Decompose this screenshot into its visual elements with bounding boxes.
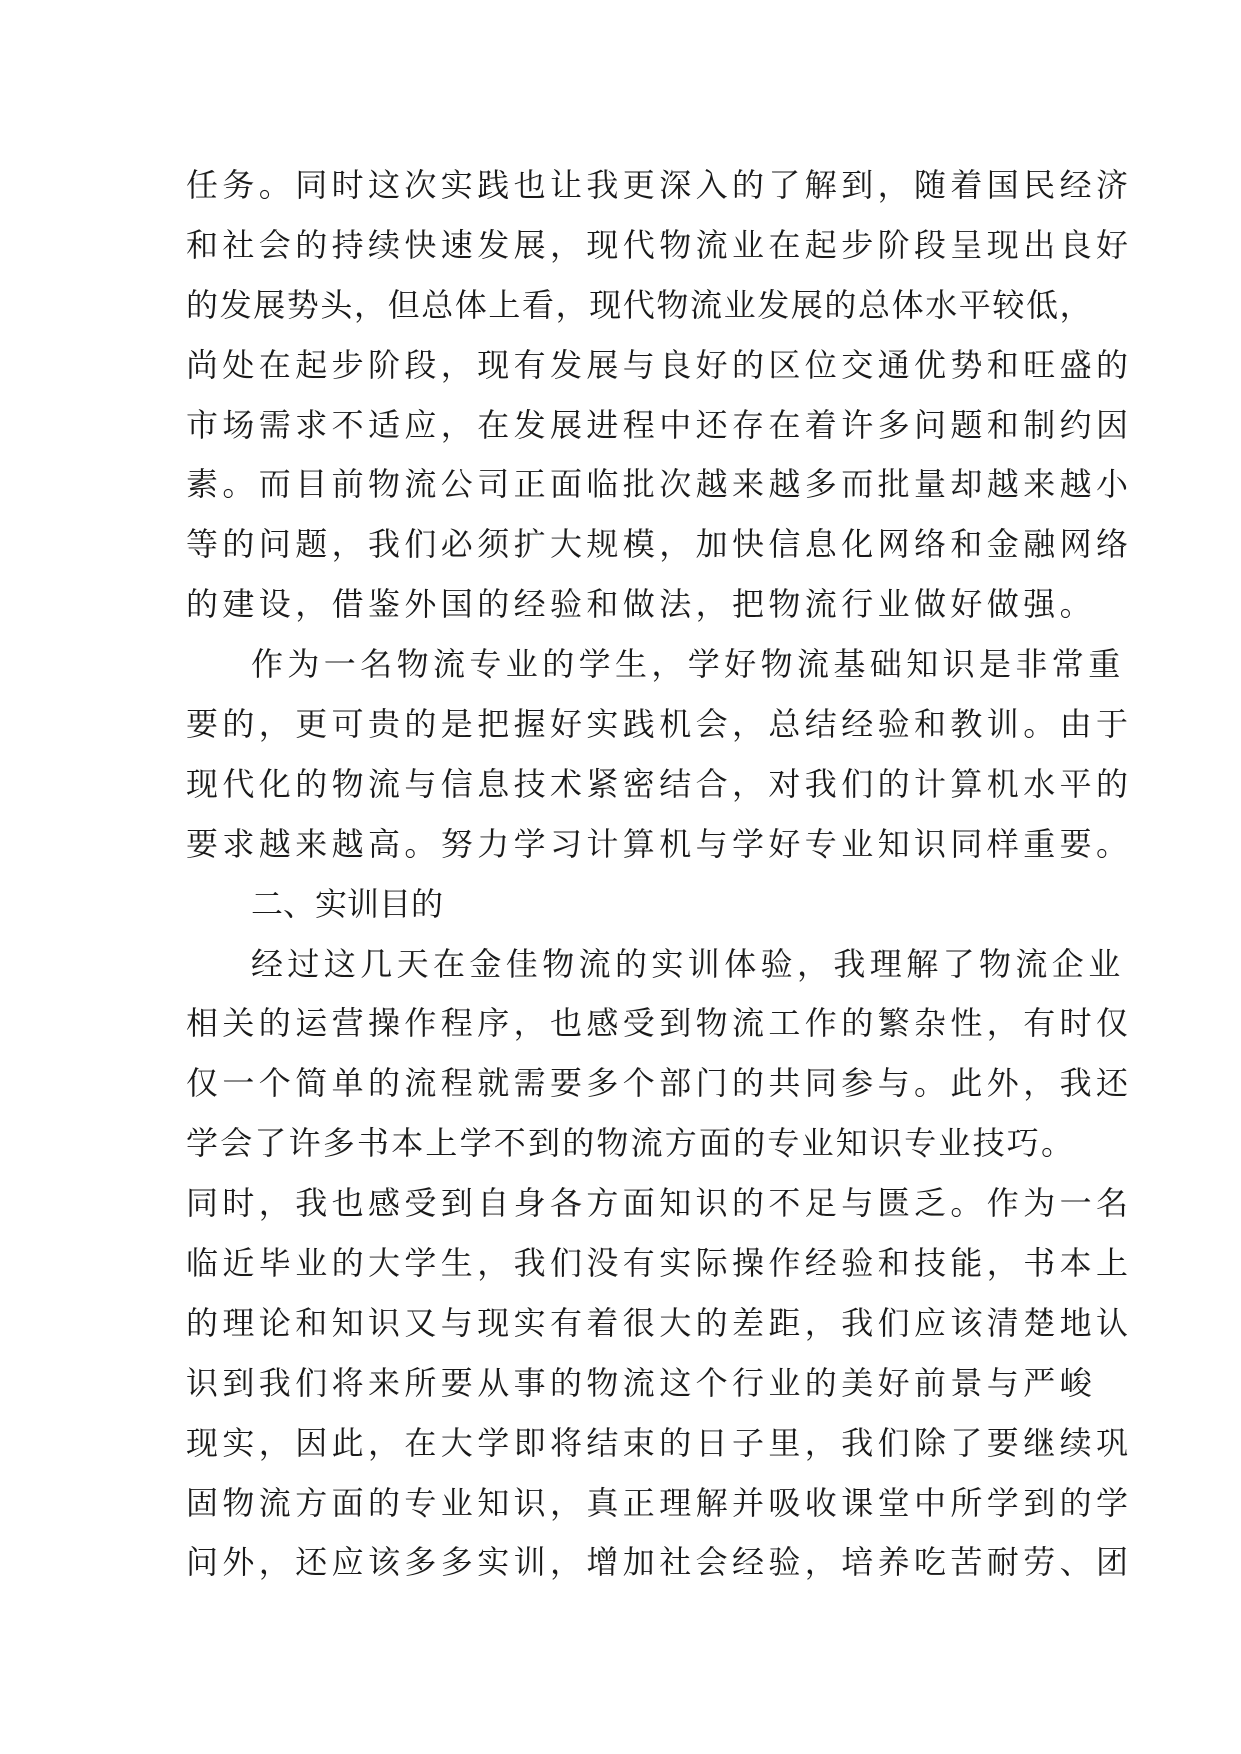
text-line: 的建设，借鉴外国的经验和做法，把物流行业做好做强。	[186, 585, 1097, 624]
text-line: 经过这几天在金佳物流的实训体验，我理解了物流企业	[251, 944, 1125, 983]
text-line: 仅一个简单的流程就需要多个部门的共同参与。此外，我还	[186, 1064, 1133, 1103]
body-text	[186, 156, 1133, 1593]
text-line: 临近毕业的大学生，我们没有实际操作经验和技能，书本上	[186, 1244, 1133, 1283]
text-line: 的发展势头，但总体上看，现代物流业发展的总体水平较低，	[186, 285, 1094, 324]
section-heading: 二、实训目的	[251, 884, 444, 923]
text-line: 尚处在起步阶段，现有发展与良好的区位交通优势和旺盛的	[186, 345, 1133, 384]
text-line: 要求越来越高。努力学习计算机与学好专业知识同样重要。	[186, 824, 1133, 863]
text-line: 市场需求不适应，在发展进程中还存在着许多问题和制约因	[186, 405, 1133, 444]
text-line: 固物流方面的专业知识，真正理解并吸收课堂中所学到的学	[186, 1483, 1133, 1522]
text-line: 任务。同时这次实践也让我更深入的了解到，随着国民经济	[186, 166, 1133, 204]
text-line: 素。而目前物流公司正面临批次越来越多而批量却越来越小	[186, 465, 1133, 504]
text-line: 同时，我也感受到自身各方面知识的不足与匮乏。作为一名	[186, 1184, 1133, 1223]
text-line: 问外，还应该多多实训，增加社会经验，培养吃苦耐劳、团	[186, 1543, 1133, 1582]
text-line: 和社会的持续快速发展，现代物流业在起步阶段呈现出良好	[186, 225, 1133, 264]
text-line: 识到我们将来所要从事的物流这个行业的美好前景与严峻	[186, 1363, 1097, 1402]
text-line: 要的，更可贵的是把握好实践机会，总结经验和教训。由于	[186, 705, 1133, 744]
text-line: 的理论和知识又与现实有着很大的差距，我们应该清楚地认	[186, 1303, 1133, 1342]
text-line: 作为一名物流专业的学生，学好物流基础知识是非常重	[251, 645, 1125, 684]
text-line: 现实，因此，在大学即将结束的日子里，我们除了要继续巩	[186, 1423, 1133, 1462]
text-line: 相关的运营操作程序，也感受到物流工作的繁杂性，有时仅	[186, 1004, 1133, 1043]
text-line: 现代化的物流与信息技术紧密结合，对我们的计算机水平的	[186, 764, 1133, 803]
text-line: 等的问题，我们必须扩大规模，加快信息化网络和金融网络	[186, 525, 1133, 564]
text-line: 学会了许多书本上学不到的物流方面的专业知识专业技巧。	[186, 1124, 1076, 1163]
